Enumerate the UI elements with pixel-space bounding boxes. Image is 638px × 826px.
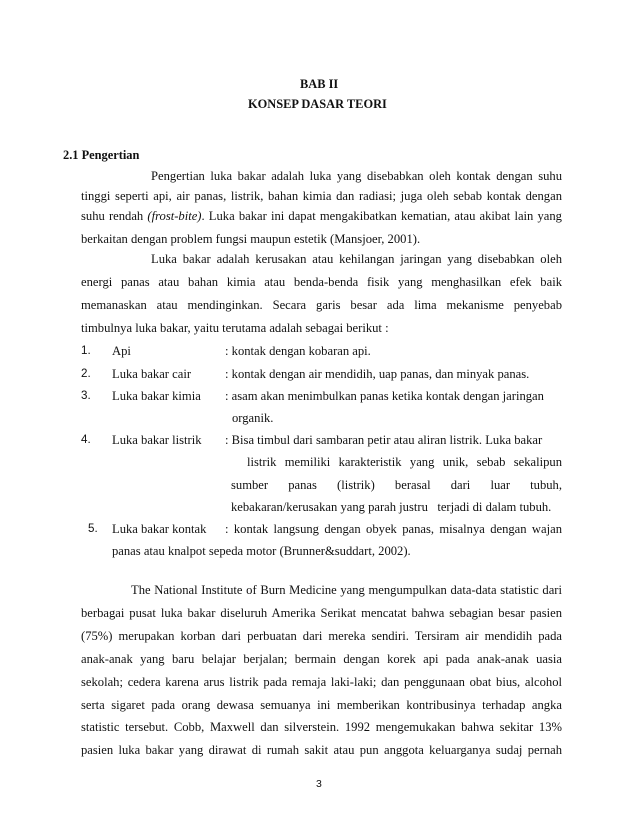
para3-line-7: statistic tersebut. Cobb, Maxwell dan silverstein. 1992 mengemukakan bahwa sekitar 13%: [81, 720, 562, 734]
list-item-5-cont-1: panas atau knalpot sepeda motor (Brunner&suddart, 2002).: [112, 544, 411, 558]
list-item-3-number: 3.: [81, 389, 91, 402]
para1-line-3-b: . Luka bakar ini dapat mengakibatkan kematian, atau akibat lain yang: [201, 209, 562, 223]
para1-line-3: [81, 206, 562, 226]
list-item-2-number: 2.: [81, 367, 91, 380]
list-item-3-cont-1: organik.: [232, 411, 274, 425]
para1-line-2: tinggi seperti api, air panas, listrik, bahan kimia dan radiasi; juga oleh sebab kontak dengan: [81, 189, 562, 203]
chapter-title: KONSEP DASAR TEORI: [248, 97, 387, 111]
list-item-4-term: Luka bakar listrik: [112, 433, 202, 447]
list-item-3-desc: : asam akan menimbulkan panas ketika kontak dengan jaringan: [225, 389, 544, 403]
page-number: 3: [316, 778, 322, 790]
para3-line-4: anak-anak yang baru belajar berjalan; bermain dengan korek api pada anak-anak uasia: [81, 652, 562, 666]
list-item-1-number: 1.: [81, 344, 91, 357]
list-item-4-cont-1: listrik memiliki karakteristik yang unik, sebab sekalipun: [247, 455, 562, 469]
para2-line-2: energi panas atau bahan kimia atau benda-benda fisik yang menghasilkan efek baik: [81, 275, 562, 289]
para3-line-1: The National Institute of Burn Medicine yang mengumpulkan data-data statistic dari: [131, 583, 562, 597]
para2-line-3: memanaskan atau mendinginkan. Secara garis besar ada lima mekanisme penyebab: [81, 298, 562, 312]
para1-line-1: Pengertian luka bakar adalah luka yang disebabkan oleh kontak dengan suhu: [151, 169, 562, 183]
list-item-1-term: Api: [112, 344, 131, 358]
para3-line-6: serta sigaret pada orang dewasa semuanya ini memberikan kontribusinya terhadap angka: [81, 698, 562, 712]
list-item-1-desc: : kontak dengan kobaran api.: [225, 344, 371, 358]
para3-line-2: berbagai pusat luka bakar diseluruh Amerika Serikat mencatat bahwa sebagian besar pasien: [81, 606, 562, 620]
para3-line-3: (75%) merupakan korban dari perbuatan dari mereka sendiri. Tersiram air mendidih pada: [81, 629, 562, 643]
list-item-5-term: Luka bakar kontak: [112, 522, 207, 536]
list-item-3-term: Luka bakar kimia: [112, 389, 201, 403]
list-item-4-cont-3: kebakaran/kerusakan yang parah justru terjadi di dalam tubuh.: [231, 500, 552, 514]
list-item-2-term: Luka bakar cair: [112, 367, 192, 381]
list-item-5-desc: : kontak langsung dengan obyek panas, misalnya dengan wajan: [225, 522, 562, 536]
para1-line-3-a: suhu rendah: [81, 209, 144, 223]
list-item-5-number: 5.: [88, 522, 98, 535]
para3-line-5: sekolah; cedera karena arus listrik pada remaja laki-laki; dan penggunaan obat bius, alcohol: [81, 675, 562, 689]
para2-line-1: Luka bakar adalah kerusakan atau kehilangan jaringan yang disebabkan oleh: [151, 252, 562, 266]
para3-line-8: pasien luka bakar yang dirawat di rumah sakit atau pun anggota keluarganya sudaj pernah: [81, 743, 562, 757]
para1-line-4: berkaitan dengan problem fungsi maupun estetik (Mansjoer, 2001).: [81, 232, 421, 246]
list-item-4-number: 4.: [81, 433, 91, 446]
section-heading: 2.1 Pengertian: [63, 148, 140, 162]
para2-line-4: timbulnya luka bakar, yaitu terutama adalah sebagai berikut :: [81, 321, 389, 335]
frost-bite-term: (frost-bite): [147, 209, 202, 223]
list-item-4-desc: : Bisa timbul dari sambaran petir atau aliran listrik. Luka bakar: [225, 433, 543, 447]
list-item-2-desc: : kontak dengan air mendidih, uap panas, dan minyak panas.: [225, 367, 530, 381]
chapter-label: BAB II: [300, 77, 339, 91]
list-item-4-cont-2: sumber panas (listrik) berasal dari luar tubuh,: [231, 478, 562, 492]
